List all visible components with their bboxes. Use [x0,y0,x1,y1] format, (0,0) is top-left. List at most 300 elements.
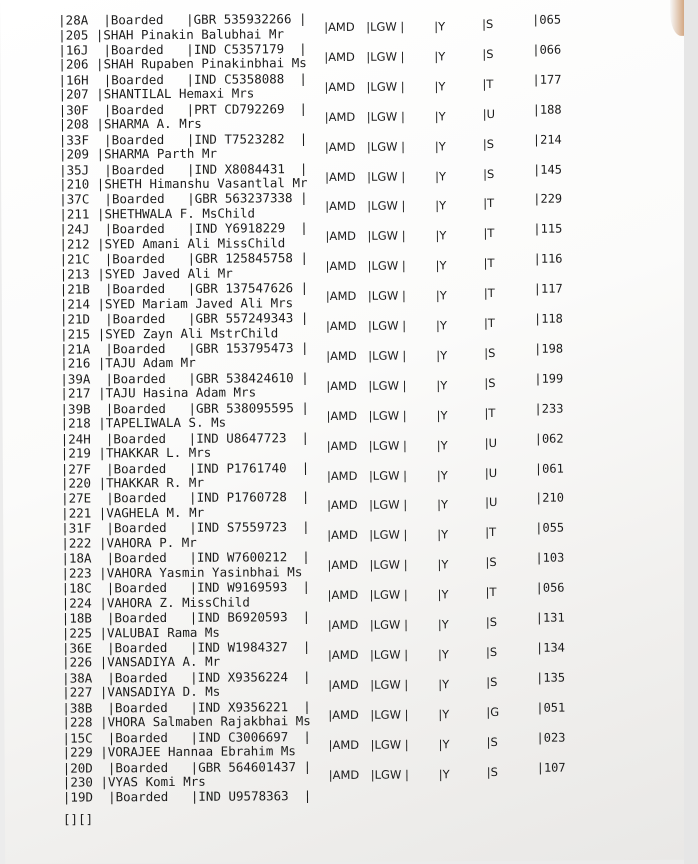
travel-document: |IND X8084431 | [186,160,308,177]
boarding-status: |Boarded [105,340,166,357]
destination-code: |LGW | [367,258,406,273]
passenger-name-line [61,536,197,551]
origin-code: |AMD [327,528,358,543]
destination-code: |LGW | [366,109,405,124]
passenger-name-line [59,147,217,162]
footer-marker: [][] [62,811,94,827]
origin-code: |AMD [324,139,356,154]
boarding-status: |Boarded [103,131,165,147]
passenger-name-line [62,655,220,670]
travel-document: |IND B6920593 | [189,609,311,625]
class-code: |S [485,644,498,659]
passenger-number: |227 [62,684,93,700]
sequence-number: |061 [534,461,564,476]
seat: |16H [58,72,89,88]
boarding-status: |Boarded [106,490,167,506]
destination-code: |LGW | [369,527,408,543]
passenger-name: |SHAH Pinakin Balubhai Mr [95,25,285,42]
seat: |21D [59,311,91,327]
passenger-name-line [59,176,307,192]
destination-code: |LGW | [367,228,406,244]
class-code: |S [485,555,497,570]
passenger-number: |218 [60,415,91,431]
passenger-name: |VAHORA Yasmin Yasinbhai Ms [99,563,303,581]
class-code: |U [485,495,498,510]
destination-code: |LGW | [370,677,409,692]
passenger-record [62,608,698,642]
boarding-status: |Boarded [104,191,165,207]
passenger-record [59,189,698,223]
passenger-number: |230 [62,774,93,790]
boarding-status: |Boarded [105,430,167,446]
passenger-name: |TAJU Adam Mr [97,355,196,371]
passenger-name: |SHETH Himanshu Vasantlal Mr [96,175,308,192]
seat: |39A [60,371,91,387]
passenger-name: |SHETHWALA F. MsChild [96,205,256,222]
origin-code: |AMD [324,19,355,35]
destination-code: |LGW | [369,557,408,572]
origin-code: |AMD [327,558,359,573]
origin-code: |AMD [328,707,359,722]
sequence-number: |210 [535,490,565,506]
boarding-status: |Boarded [104,221,165,237]
sequence-number: |117 [533,281,563,296]
passenger-name: |SHARMA A. Mrs [96,115,202,132]
passenger-record [58,40,698,74]
passenger-record [63,757,698,791]
destination-code: |LGW | [366,49,405,64]
origin-code: |AMD [324,109,356,124]
flag-y: |Y [437,497,449,512]
boarding-status: |Boarded [105,460,167,476]
passenger-name: |SYED Javed Ali Mr [97,265,233,282]
destination-code: |LGW | [369,647,409,662]
passenger-number: |208 [58,116,89,132]
sequence-number: |233 [534,401,564,416]
class-code: |S [486,764,498,779]
passenger-number: |229 [62,744,93,760]
origin-code: |AMD [325,288,357,304]
passenger-number: |211 [59,206,90,222]
passenger-record [61,488,698,522]
travel-document: |GBR 153795473 | [188,340,309,356]
class-code: |T [484,405,496,420]
passenger-record [60,309,698,343]
boarding-status: |Boarded [105,400,166,417]
passenger-record [58,10,698,44]
sequence-number: |118 [533,311,563,326]
class-code: |T [483,256,495,271]
flag-y: |Y [435,168,447,183]
flag-y: |Y [437,617,449,632]
passenger-name-line [58,57,306,73]
destination-code: |LGW | [367,318,407,333]
origin-code: |AMD [326,438,358,453]
flag-y: |Y [437,587,449,602]
destination-code: |LGW | [367,169,406,184]
origin-code: |AMD [328,677,359,692]
passenger-record [60,398,698,432]
boarding-status: |Boarded [104,281,166,297]
passenger-name-line [60,386,256,402]
passenger-number: |223 [61,565,92,581]
passenger-number: |216 [60,355,91,372]
sequence-number: |023 [536,730,566,745]
boarding-status: |Boarded [107,729,168,745]
travel-document: |IND C3006697 | [190,728,311,745]
passenger-number: |210 [59,176,90,192]
flag-y: |Y [437,557,449,572]
passenger-record [59,129,698,163]
passenger-record [59,159,698,193]
seat: |39B [60,401,91,417]
passenger-record [59,99,698,133]
passenger-name-line [62,595,250,611]
flag-y: |Y [435,228,447,243]
seat: |35J [58,161,90,178]
flag-y: |Y [438,677,450,692]
seat: |28A [58,12,89,28]
travel-document: |IND C5358088 | [186,70,307,87]
passenger-record [60,249,698,283]
travel-document: |GBR 538424610 | [188,369,309,386]
boarding-status: |Boarded [104,161,165,177]
class-code: |S [486,674,498,689]
passenger-name: |VHORA Salmaben Rajakbhai Ms [100,713,311,730]
passenger-number: |205 [58,26,89,43]
travel-document: |IND Y6918229 | [187,220,308,237]
sequence-number: |056 [535,580,565,595]
passenger-number: |215 [59,325,91,342]
origin-code: |AMD [327,587,359,603]
passenger-number: |224 [61,595,92,611]
class-code: |U [484,435,498,450]
sequence-number: |062 [534,431,564,446]
passenger-name-line [63,775,206,790]
passenger-name-line [60,266,233,282]
flag-y: |Y [434,49,446,64]
passenger-name: |VORAJEE Hannaa Ebrahim Ms [100,743,296,760]
passenger-record [60,369,698,403]
passenger-number: |222 [61,535,92,551]
passenger-record [62,697,698,731]
boarding-status: |Boarded [107,639,168,656]
seat: |24J [59,221,90,237]
boarding-status: |Boarded [103,101,165,118]
passenger-number: |207 [58,86,89,102]
passenger-name-line [62,714,310,730]
sequence-number: |051 [536,700,566,715]
sequence-number: |199 [534,371,564,386]
origin-code: |AMD [327,617,359,633]
destination-code: |LGW | [370,707,409,722]
sequence-number: |134 [535,640,565,655]
seat: |33F [58,132,90,148]
sequence-number: |103 [535,550,565,565]
passenger-name: |SHAH Rupaben Pinakinbhai Ms [95,55,307,72]
class-code: |S [484,375,496,390]
seat: |20D [62,759,93,776]
flag-y: |Y [438,766,450,781]
seat: |16J [58,42,89,58]
passenger-name-line [58,27,284,43]
sequence-number: |188 [532,102,562,117]
seat: |19D [62,789,94,806]
passenger-record [62,638,698,672]
sequence-number: |145 [533,162,562,177]
travel-document: |IND P1761740 | [188,459,310,476]
boarding-status: |Boarded [107,669,168,686]
passenger-name: |SYED Mariam Javed Ali Mrs [97,294,294,312]
sequence-number: |107 [536,760,566,775]
passenger-record [61,428,698,462]
sequence-number: |131 [535,610,565,625]
prev-boarding-line [63,790,311,806]
passenger-name-line [60,326,278,342]
class-code: |T [483,196,495,211]
travel-document: |IND C5357179 | [186,41,307,57]
boarding-status: |Boarded [106,580,168,596]
passenger-record [61,548,698,582]
passenger-name: |VALUBAI Rama Ms [99,624,220,640]
boarding-status: |Boarded [105,370,166,387]
flag-y: |Y [438,736,450,751]
passenger-number: |226 [62,654,93,671]
flag-y: |Y [436,378,448,393]
destination-code: |LGW | [369,587,408,602]
travel-document: |IND U8647723 | [188,429,310,446]
travel-document: |IND W1984327 | [189,639,311,655]
origin-code: |AMD [328,767,360,782]
travel-document: |IND X9356224 | [190,668,311,685]
destination-code: |LGW | [368,468,408,483]
passenger-record [61,458,698,492]
destination-code: |LGW | [366,139,406,154]
destination-code: |LGW | [370,737,409,752]
destination-code: |LGW | [368,408,407,423]
origin-code: |AMD [325,169,356,184]
sequence-number: |115 [533,221,563,237]
origin-code: |AMD [326,408,358,423]
destination-code: |LGW | [368,438,407,453]
origin-code: |AMD [326,468,358,483]
passenger-name: |THAKKAR R. Mr [98,474,204,491]
origin-code: |AMD [326,348,357,363]
origin-code: |AMD [325,229,357,244]
class-code: |T [483,226,495,241]
destination-code: |LGW | [369,497,408,513]
class-code: |T [483,286,495,301]
seat: |18B [61,610,92,626]
flag-y: |Y [436,467,448,482]
passenger-name: |SYED Amani Ali MissChild [97,235,286,252]
sequence-number: |055 [535,520,565,536]
passenger-record [61,518,698,552]
origin-code: |AMD [328,737,360,752]
origin-code: |AMD [324,79,356,94]
passenger-record [59,219,698,253]
travel-document: |IND S7559723 | [189,519,310,536]
passenger-name: |VANSADIYA A. Mr [99,654,221,670]
travel-document: |GBR 564601437 | [190,758,312,775]
seat: |37C [59,191,90,208]
travel-document: |PRT CD792269 | [186,100,308,117]
seat: |31F [61,520,92,536]
travel-document: |GBR 125845758 | [187,250,309,267]
boarding-status: |Boarded [103,71,164,88]
passenger-name-line [59,236,285,252]
boarding-status: |Boarded [105,310,166,327]
passenger-name: |VYAS Komi Mrs [100,773,206,790]
flag-y: |Y [437,527,449,542]
travel-document: |IND P1760728 | [188,489,310,506]
flag-y: |Y [435,288,447,303]
seat: |18A [61,550,92,566]
sequence-number: |116 [533,251,563,266]
passenger-number: |219 [60,445,91,461]
destination-code: |LGW | [367,198,406,214]
class-code: |S [485,614,498,630]
sequence-number: |229 [533,191,563,207]
origin-code: |AMD [325,318,357,334]
origin-code: |AMD [326,378,357,393]
passenger-number: |228 [62,714,93,730]
seat: |27E [61,490,92,507]
boarding-status: |Boarded [103,12,164,28]
seat: |27F [60,460,92,477]
sequence-number: |135 [536,670,566,685]
flag-y: |Y [436,407,448,423]
passenger-name-line [60,356,196,371]
passenger-name-line [61,506,204,521]
passenger-record [58,70,698,104]
passenger-name-line [61,565,302,581]
flag-y: |Y [434,19,446,34]
flag-y: |Y [435,198,447,213]
travel-document: |GBR 535932266 | [186,11,307,27]
seat: |30F [58,102,89,118]
origin-code: |AMD [324,49,355,64]
flag-y: |Y [435,318,447,333]
passenger-name-line [59,206,255,222]
passenger-name: |VANSADIYA D. Ms [99,683,221,700]
passenger-name: |SHARMA Parth Mr [96,145,218,162]
travel-document: |GBR 557249343 | [187,310,309,326]
destination-code: |LGW | [370,767,409,782]
passenger-number: |206 [58,56,89,73]
passenger-name-line [63,744,296,760]
sequence-number: |198 [534,341,564,356]
destination-code: |LGW | [366,79,405,94]
seat: |21A [60,341,91,357]
boarding-status: |Boarded [106,550,167,566]
flag-y: |Y [436,437,448,452]
destination-code: |LGW | [366,19,405,34]
flag-y: |Y [436,348,448,363]
passenger-record [62,727,698,761]
scan-background [684,0,698,864]
passenger-name: |SYED Zayn Ali MstrChild [97,324,279,341]
travel-document: |IND W7600212 | [189,549,310,566]
boarding-status: |Boarded [107,759,169,775]
passenger-name: |VAGHELA M. Mr [98,504,205,521]
flag-y: |Y [435,258,447,273]
last-boarding-line [63,787,698,821]
origin-code: |AMD [325,199,356,214]
origin-code: |AMD [327,498,358,513]
passenger-record [62,668,698,702]
sequence-number: |177 [532,72,562,87]
passenger-name-line [59,117,202,132]
passenger-name-line [61,446,212,461]
seat: |38A [62,670,93,686]
flag-y: |Y [434,108,446,124]
destination-code: |LGW | [369,617,408,632]
boarding-status: |Boarded [106,609,168,626]
class-code: |S [484,345,496,360]
passenger-name: |TAJU Hasina Adam Mrs [97,384,257,401]
travel-document: |IND W9169593 | [189,579,311,595]
class-code: |T [485,525,497,540]
passenger-number: |209 [58,146,90,162]
boarding-status: |Boarded [106,520,167,536]
destination-code: |LGW | [368,348,407,363]
travel-document: |IND U9578363 | [190,788,312,805]
boarding-status: |Boarded [104,251,166,267]
travel-document: |IND X9356221 | [190,698,311,715]
seat: |18C [61,580,92,596]
seat: |38B [62,700,93,716]
passenger-number: |221 [61,505,92,521]
class-code: |U [484,465,498,480]
class-code: |S [483,166,495,181]
class-code: |G [486,704,500,719]
seat: |21C [59,251,90,267]
passenger-number: |220 [60,475,92,491]
class-code: |S [482,46,494,61]
passenger-name-line [60,296,293,312]
passenger-number: |213 [59,266,90,282]
sequence-number: |065 [532,12,562,27]
sequence-number: |066 [532,42,562,57]
flag-y: |Y [438,706,450,722]
flag-y: |Y [434,138,446,153]
passenger-number: |214 [59,296,91,312]
passenger-number: |217 [60,385,91,401]
passenger-name: |THAKKAR L. Mrs [98,444,212,461]
travel-document: |GBR 137547626 | [187,280,309,296]
destination-code: |LGW | [367,288,406,303]
class-code: |S [482,136,495,151]
travel-document: |GBR 563237338 | [187,190,308,207]
boarding-status: |Boarded [107,789,169,805]
travel-document: |GBR 538095595 | [188,399,309,416]
class-code: |S [482,16,494,32]
origin-code: |AMD [325,259,357,274]
passenger-name-line [61,476,204,491]
seat: |21B [59,281,90,297]
passenger-number: |212 [59,236,90,252]
passenger-name: |TAPELIWALA S. Ms [98,414,227,431]
passenger-record [60,339,698,373]
passenger-name-line [61,416,227,432]
class-code: |U [482,106,496,121]
boarding-status: |Boarded [107,699,168,716]
passenger-name-line [62,625,220,640]
flag-y: |Y [434,79,446,94]
class-code: |T [482,76,494,91]
seat: |24H [60,431,91,447]
